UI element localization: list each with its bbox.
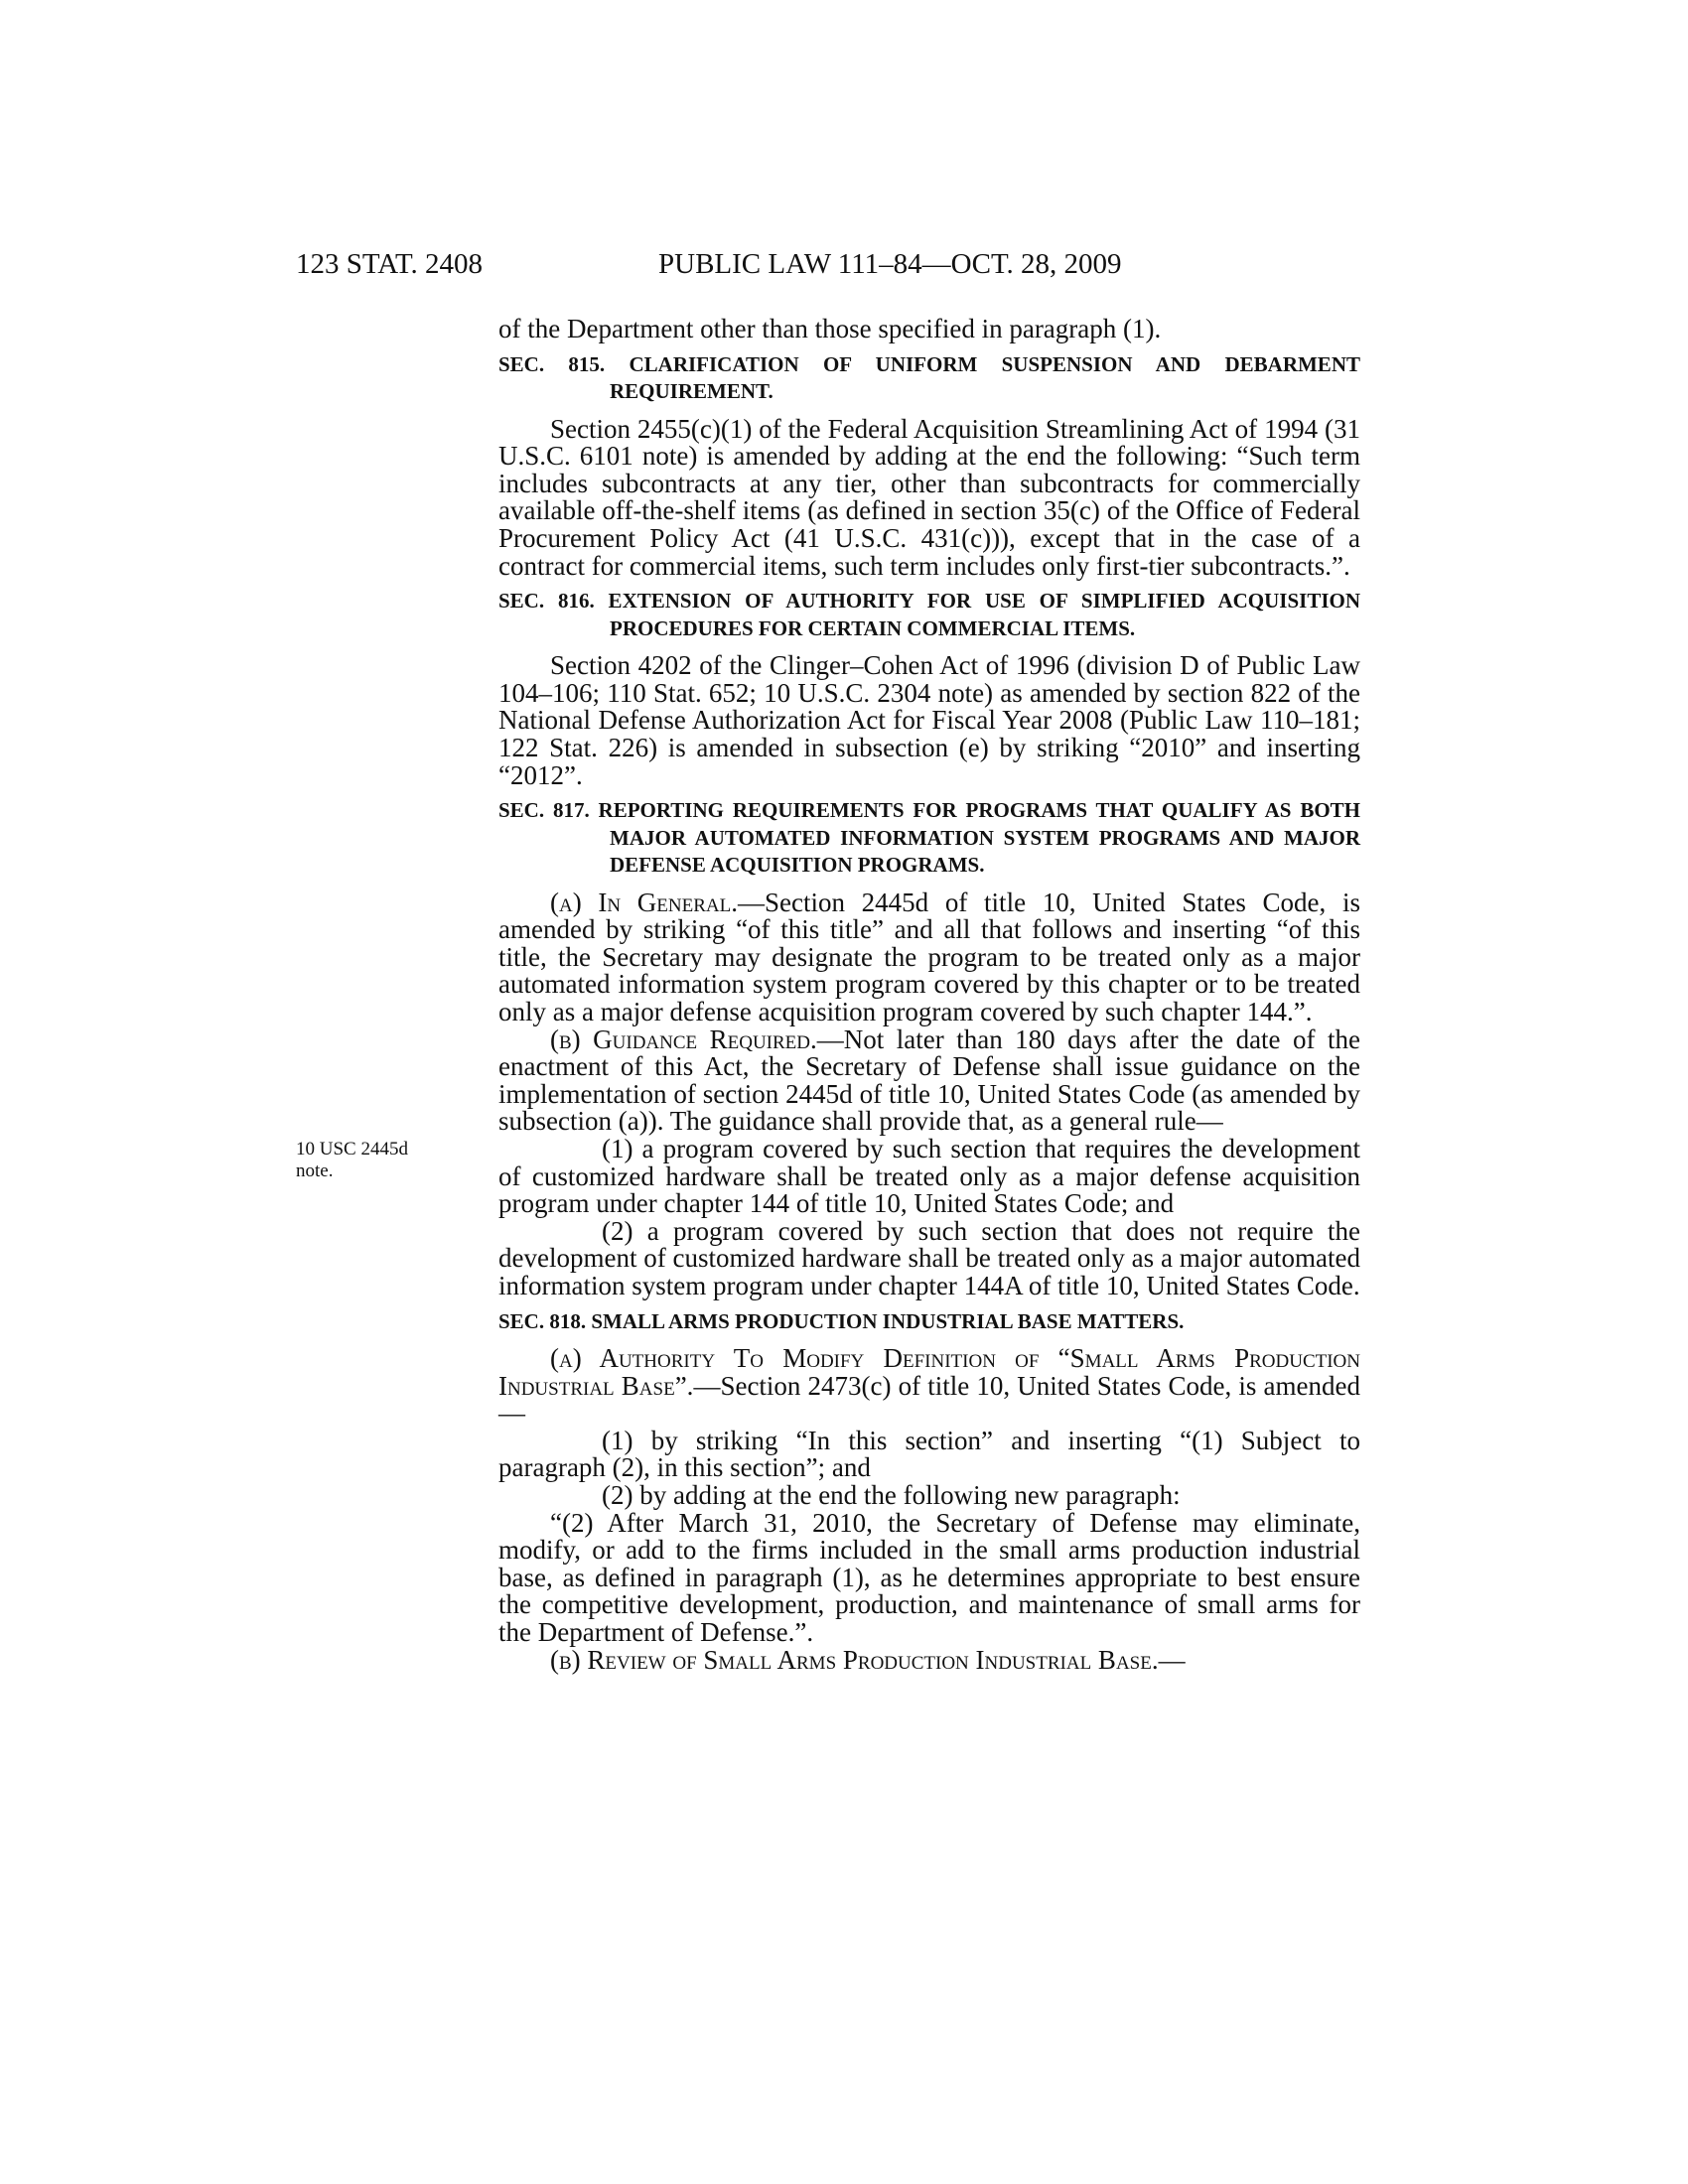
subsection-label: (a) In General.	[550, 887, 738, 917]
subsection-text: —Not later than 180 days after the date of the enactment of this Act, the Secretary of Defense shall issue guidance on the implementation of section 2445d of title 10, United States Code (as amended by subsection (a)). The guidance shall provide that, as a general rule—	[498, 1024, 1360, 1137]
section-817-paragraph-2: (2) a program covered by such section that does not require the development of customized hardware shall be treated only as a major automated information system program under chapter 144A of title 10, United States Code.	[498, 1215, 1360, 1300]
margin-note-line: 10 USC 2445d	[296, 1139, 408, 1160]
section-817-paragraph-1: (1) a program covered by such section that requires the development of customized hardware shall be treated only as a major defense acquisition program under chapter 144 of title 10, United States Code; and	[498, 1133, 1360, 1219]
section-heading-816: SEC. 816. EXTENSION OF AUTHORITY FOR USE OF SIMPLIFIED ACQUISITION PROCEDURES FOR CERTAIN COMMERCIAL ITEMS.	[498, 589, 1360, 640]
section-heading-815: SEC. 815. CLARIFICATION OF UNIFORM SUSPENSION AND DEBARMENT REQUIREMENT.	[498, 351, 1360, 404]
page-header	[296, 248, 1368, 288]
section-heading-818: SEC. 818. SMALL ARMS PRODUCTION INDUSTRIAL BASE MATTERS.	[498, 1308, 1185, 1333]
subsection-label: (a) Authority To Modify Definition of “Small Arms Production Industrial Base”.	[498, 1343, 1360, 1401]
section-818-paragraph-2: (2) by adding at the end the following new paragraph:	[602, 1480, 1181, 1510]
stat-page-number: 123 STAT. 2408	[296, 248, 484, 280]
section-818-subsection-a	[498, 1345, 1360, 1428]
section-816-text: Section 4202 of the Clinger–Cohen Act of 1996 (division D of Public Law 104–106; 110 Stat. 652; 10 U.S.C. 2304 note) as amended by section 822 of the National Defense Authorization Act for Fiscal Year 2008 (Public Law 110–181; 122 Stat. 226) is amended in subsection (e) by striking “2010” and inserting “2012”.	[498, 650, 1360, 790]
document-body	[498, 316, 1360, 1674]
section-818-subsection-b	[498, 1644, 1360, 1675]
section-818-quoted-paragraph: “(2) After March 31, 2010, the Secretary of Defense may eliminate, modify, or add to the firms included in the small arms production industrial base, as defined in paragraph (1), as he determines appropriate to best ensure the competitive development, production, and maintenance of small arms for the Department of Defense.”.	[498, 1507, 1360, 1647]
section-815-text: Section 2455(c)(1) of the Federal Acquisition Streamlining Act of 1994 (31 U.S.C. 6101 note) is amended by adding at the end the following: “Such term includes subcontracts at any tier, other than subcontracts for commercially available off-the-shelf items (as defined in section 35(c) of the Office of Federal Procurement Policy Act (41 U.S.C. 431(c))), except that in the case of a contract for commercial items, such term includes only first-tier subcontracts.”.	[498, 413, 1360, 581]
section-817-subsection-b	[498, 1026, 1360, 1136]
subsection-text: —Section 2445d of title 10, United States Code, is amended by striking “of this title” and all that follows and inserting “of this title, the Secretary may designate the program to be treated only as a major automated information system program covered by this chapter or to be treated only as a major defense acquisition program covered by such chapter 144.”.	[498, 887, 1360, 1026]
subsection-text: —	[1158, 1644, 1186, 1675]
section-heading-817: SEC. 817. REPORTING REQUIREMENTS FOR PROGRAMS THAT QUALIFY AS BOTH MAJOR AUTOMATED INFORMATION SYSTEM PROGRAMS AND MAJOR DEFENSE ACQUISITION PROGRAMS.	[498, 798, 1360, 878]
margin-note-line: note.	[296, 1160, 334, 1181]
subsection-label: (b) Review of Small Arms Production Industrial Base.	[550, 1644, 1159, 1675]
subsection-label: (b) Guidance Required.	[550, 1024, 817, 1054]
section-817-subsection-a	[498, 889, 1360, 1026]
section-818-paragraph-1: (1) by striking “In this section” and inserting “(1) Subject to paragraph (2), in this section”; and	[498, 1425, 1360, 1483]
continuation-paragraph: of the Department other than those specified in paragraph (1).	[498, 314, 1162, 343]
margin-note	[296, 1139, 485, 1182]
subsection-text: —Section 2473(c) of title 10, United States Code, is amended—	[498, 1370, 1361, 1429]
public-law-citation: PUBLIC LAW 111–84—OCT. 28, 2009	[658, 248, 1122, 280]
